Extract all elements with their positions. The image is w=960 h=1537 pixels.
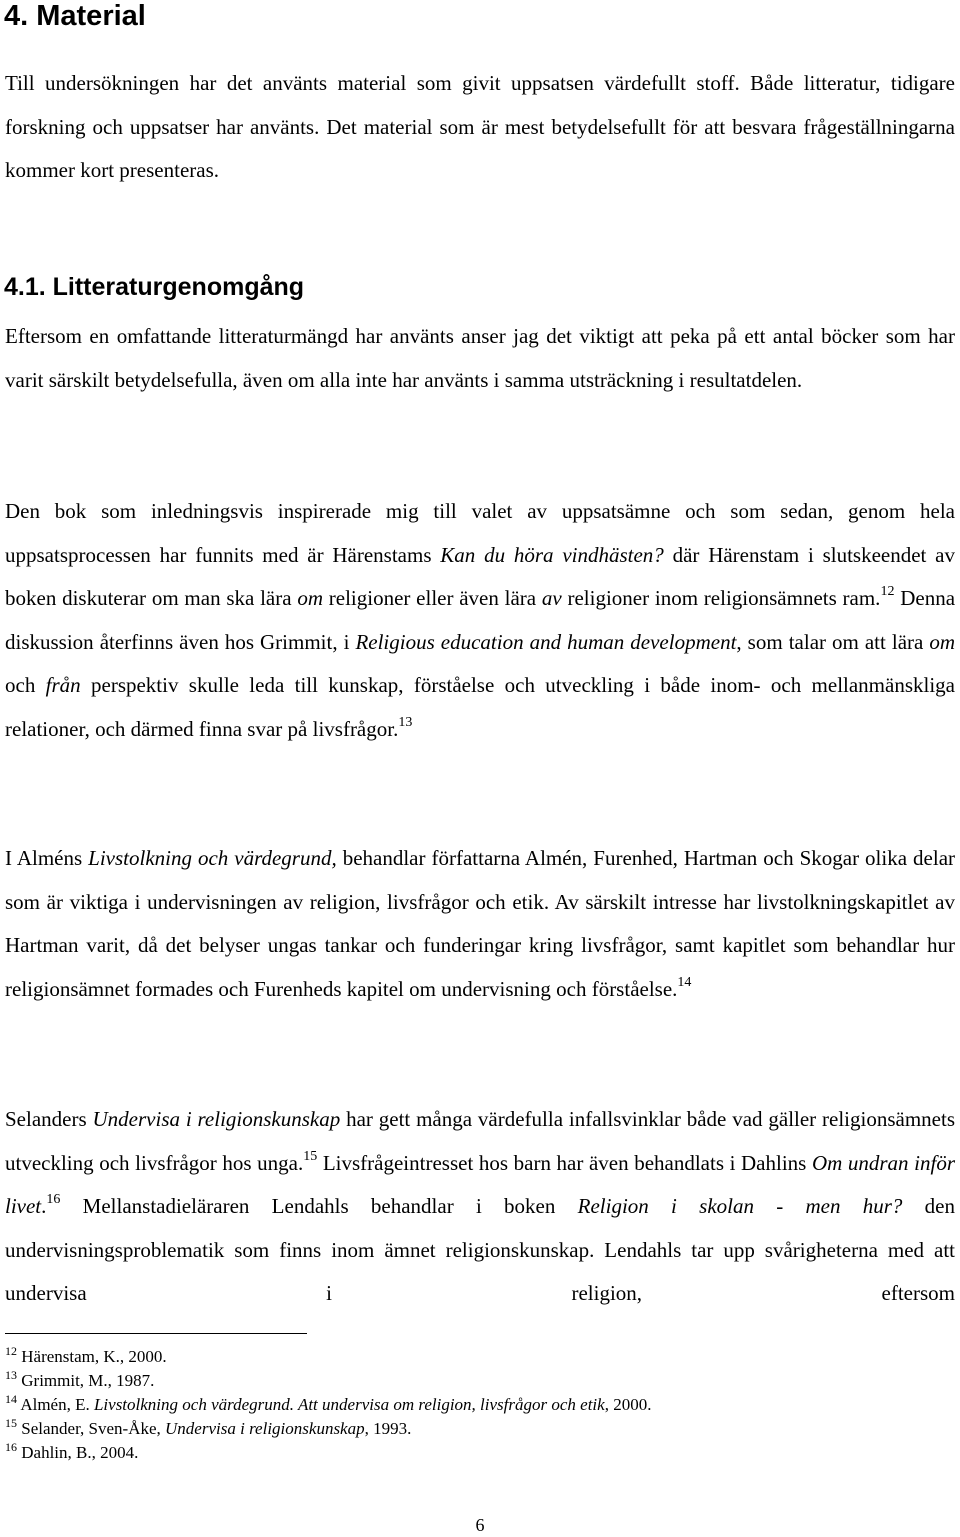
text-run: Denna diskussion återfinns även hos Grimmit, i: [5, 586, 956, 654]
footnote-divider: [5, 1333, 307, 1334]
intro-paragraph: Till undersökningen har det använts material som givit uppsatsen värdefullt stoff. Både litteratur, tidigare forskning och uppsatser har använts. Det material som är mest betydelsefullt för att besvara frågeställningarna kommer kort presenteras.: [5, 71, 955, 182]
footnote-14: [5, 1393, 651, 1417]
emphasis: om: [929, 629, 956, 654]
footnote-ref-16: 16: [46, 1192, 61, 1207]
footnote-text: Dahlin, B., 2004.: [21, 1443, 139, 1462]
literature-paragraph-1: Eftersom en omfattande litteraturmängd har använts anser jag det viktigt att peka på ett antal böcker som har varit särskilt betydelsefulla, även om alla inte har använts i samma utsträckning i resultatdelen.: [5, 324, 955, 392]
text-run: perspektiv skulle leda till kunskap, förståelse och utveckling i både inom- och mellanmänskliga relationer, och därmed finna svar på livsfrågor.: [5, 673, 955, 741]
footnote-number: 14: [5, 1392, 17, 1406]
text-run: Selanders: [5, 1107, 93, 1131]
footnote-text: Grimmit, M., 1987.: [21, 1371, 155, 1390]
text-run: den undervisningsproblematik som finns inom ämnet religionskunskap. Lendahls tar upp svårigheterna med att undervisa i religion, eftersom: [5, 1194, 956, 1305]
text-run: Den bok som inledningsvis inspirerade mig till valet av uppsatsämne och som sedan, genom hela uppsatsprocessen har funnits med är Härenstams: [5, 499, 955, 567]
footnote-year: , 1993.: [364, 1419, 412, 1438]
footnote-number: 13: [5, 1368, 17, 1382]
text-run: , som talar om att lära: [736, 629, 930, 654]
subsection-heading: 4.1. Litteraturgenomgång: [4, 273, 305, 301]
book-title: Kan du höra vindhästen?: [440, 542, 664, 567]
footnote-ref-13: 13: [398, 714, 413, 730]
footnote-15: [5, 1417, 411, 1441]
footnote-12: [5, 1345, 167, 1369]
book-title: Livstolkning och värdegrund,: [88, 846, 337, 870]
page-number: 6: [475, 1515, 485, 1535]
text-run: religioner eller även lära: [323, 586, 542, 610]
literature-paragraph-4: [5, 1098, 955, 1316]
book-title: Undervisa i religionskunskap: [92, 1107, 341, 1131]
text-run: religioner inom religionsämnets ram.: [561, 586, 881, 610]
text-run: och: [5, 673, 46, 697]
emphasis: av: [541, 586, 562, 610]
book-title: Religious education and human development: [355, 629, 737, 654]
book-title: Om undran inför livet: [5, 1150, 955, 1218]
footnote-text: Selander, Sven-Åke,: [21, 1419, 166, 1438]
footnote-ref-15: 15: [303, 1148, 318, 1164]
book-title: Religion i skolan - men hur?: [577, 1194, 903, 1218]
text-run: I Alméns: [5, 846, 89, 870]
footnote-13: [5, 1369, 154, 1393]
footnote-number: 12: [5, 1344, 17, 1358]
text-run: Livsfrågeintresset hos barn har även behandlats i Dahlins: [317, 1150, 812, 1175]
literature-paragraph-2: [5, 490, 955, 751]
text-run: har gett många värdefulla infallsvinklar både vad gäller religionsämnets utveckling och livsfrågor hos unga.: [5, 1107, 955, 1175]
section-heading: 4. Material: [4, 0, 146, 32]
text-run: .: [41, 1194, 47, 1218]
footnote-title: Livstolkning och värdegrund. Att undervisa om religion, livsfrågor och etik: [93, 1395, 605, 1414]
footnote-number: 15: [5, 1416, 17, 1430]
footnote-title: Undervisa i religionskunskap: [165, 1419, 365, 1438]
footnote-16: [5, 1441, 138, 1465]
footnote-ref-12: 12: [880, 584, 895, 599]
text-run: Mellanstadieläraren Lendahls behandlar i boken: [60, 1194, 578, 1218]
footnote-number: 16: [5, 1440, 17, 1454]
footnote-year: , 2000.: [604, 1395, 652, 1414]
text-run: där Härenstam i slutskeendet av boken diskuterar om man ska lära: [5, 542, 955, 610]
literature-paragraph-3: [5, 837, 955, 1011]
footnote-text: Almén, E.: [20, 1395, 94, 1414]
footnote-text: Härenstam, K., 2000.: [21, 1347, 167, 1366]
emphasis: från: [45, 673, 81, 697]
text-run: behandlar författarna Almén, Furenhed, Hartman och Skogar olika delar som är viktiga i undervisningen av religion, livsfrågor och etik. Av särskilt intresse har livstolkningskapitlet av Hartman varit, då det belyser ungas tankar och funderingar kring livsfrågor, samt kapitlet som behandlar hur religionsämnet formades och Furenheds kapitel om undervisning och förståelse.: [5, 846, 956, 1001]
footnote-ref-14: 14: [677, 974, 692, 990]
emphasis: om: [297, 586, 323, 610]
